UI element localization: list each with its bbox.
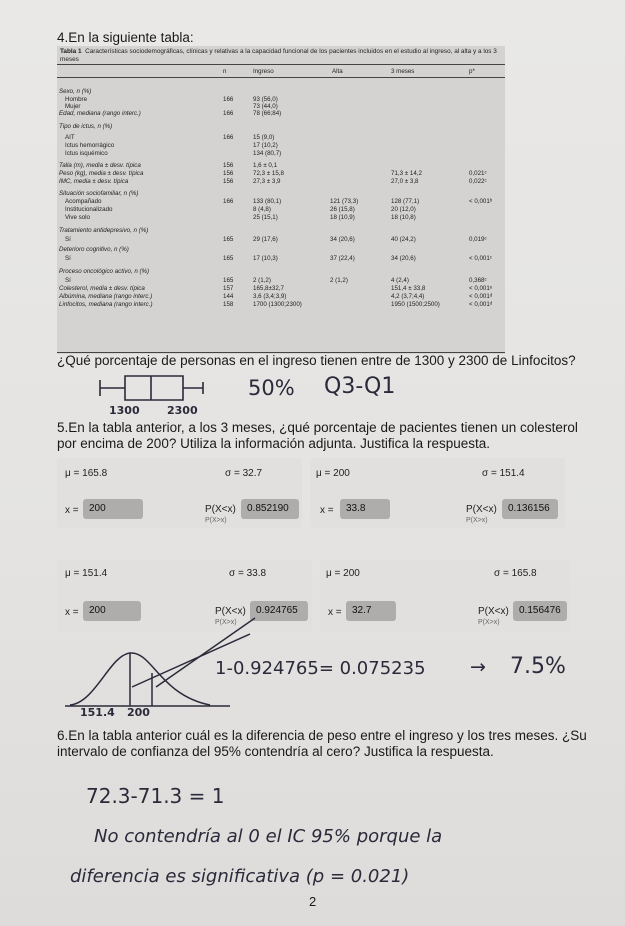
table-cell: 151,4 ± 33,8 (391, 285, 426, 292)
calc3-sigma: σ = 33.8 (229, 568, 267, 579)
table-cell: < 0,001ᵉ (469, 285, 493, 292)
table-row (57, 178, 505, 186)
th-p: p* (469, 68, 475, 75)
table-cell: 29 (17,6) (253, 236, 278, 243)
calc2-sigma: σ = 151.4 (482, 468, 525, 479)
table-cell: AIT (65, 134, 75, 141)
table-cell: 165 (223, 277, 234, 284)
table-cell: 165,8±32,7 (253, 285, 284, 292)
table-row (57, 123, 505, 131)
table-cell: 0,022ᶜ (469, 178, 487, 185)
table-cell: 18 (10,8) (391, 214, 416, 221)
th-n: n (223, 68, 227, 75)
table-cell: Vive solo (65, 214, 90, 221)
table-caption-text: Características sociodemográficas, clínicas y relativas a la capacidad funcional de los pacientes incluidos en el estudio al ingreso, al alta y a los 3 meses (60, 48, 497, 63)
table-row (57, 198, 505, 206)
calc2-x-input[interactable]: 33.8 (340, 499, 390, 519)
table-cell: Hombre (65, 96, 88, 103)
table-cell: Ictus isquémico (65, 150, 108, 157)
table-caption-label: Tabla 1 (60, 48, 82, 55)
table-cell: 73 (44,0) (253, 103, 278, 110)
table-row (57, 162, 505, 170)
table-cell: 4 (2,4) (391, 277, 409, 284)
q4-question: ¿Qué porcentaje de personas en el ingreso tienen entre de 1300 y 2300 de Linfocitos? (57, 353, 576, 368)
table-row (57, 227, 505, 235)
calc1-p-greater[interactable]: P(X>x) (205, 517, 227, 524)
table-cell: Sí (65, 255, 71, 262)
calc1-x-label: x = (65, 505, 79, 516)
table-cell: Albúmina, mediana (rango interc.) (59, 293, 153, 300)
calc1-p-output: 0.852190 (241, 499, 299, 519)
table-cell: 165 (223, 236, 234, 243)
table-row (57, 206, 505, 214)
calc3-x-input[interactable]: 200 (83, 601, 141, 621)
table-cell: 40 (24,2) (391, 236, 416, 243)
calc2-mu: μ = 200 (316, 468, 350, 479)
table-row (57, 255, 505, 263)
table-row (57, 110, 505, 118)
calc3-p-less[interactable]: P(X<x) (215, 606, 246, 617)
table-cell: Talla (m), media ± desv. típica (59, 162, 141, 169)
table-cell: 71,3 ± 14,2 (391, 170, 422, 177)
hw-q5-calc: 1-0.924765= 0.075235 (215, 658, 426, 679)
calc2-p-output: 0.136156 (502, 499, 558, 519)
table-cell: Sexo, n (%) (59, 88, 92, 95)
calc4-mu: μ = 200 (326, 568, 360, 579)
table-cell: 2 (1,2) (330, 277, 348, 284)
table-row (57, 88, 505, 96)
table-cell: 156 (223, 178, 234, 185)
table-row (57, 293, 505, 301)
table-cell: Tipo de ictus, n (%) (59, 123, 113, 130)
table-cell: 27,0 ± 3,8 (391, 178, 419, 185)
q6-question: 6.En la tabla anterior cuál es la diferencia de peso entre el ingreso y los tres meses. ¿Su intervalo de confianza del 95% contendría al cero? Justifica la respuesta. (57, 728, 587, 759)
table-cell: 4,2 (3,7;4,4) (391, 293, 425, 300)
hw-q1-value: 1300 (109, 404, 140, 417)
table-cell: 20 (12,0) (391, 206, 416, 213)
table-cell: Institucionalizado (65, 206, 113, 213)
table-cell: 34 (20,6) (330, 236, 355, 243)
table-row (57, 170, 505, 178)
table-cell: Tratamiento antidepresivo, n (%) (59, 227, 149, 234)
table-cell: Mujer (65, 103, 81, 110)
table-cell: 26 (15,8) (330, 206, 355, 213)
table-cell: Sí (65, 236, 71, 243)
calculator-1 (57, 458, 302, 528)
calculator-4 (320, 560, 570, 632)
calc2-p-greater[interactable]: P(X>x) (466, 517, 488, 524)
results-table (57, 46, 505, 354)
calc1-x-input[interactable]: 200 (83, 499, 143, 519)
table-row (57, 142, 505, 150)
table-cell: 134 (80,7) (253, 150, 282, 157)
table-cell: 17 (10,3) (253, 255, 278, 262)
hw-q5-result: 7.5% (510, 654, 566, 679)
table-cell: Situación sociofamiliar, n (%) (59, 190, 139, 197)
table-cell: 158 (223, 301, 234, 308)
calc4-p-greater[interactable]: P(X>x) (478, 619, 500, 626)
table-cell: 121 (73,3) (330, 198, 359, 205)
table-cell: Ictus hemorrágico (65, 142, 115, 149)
table-cell: Colesterol, media ± desv. típica (59, 285, 145, 292)
table-cell: < 0,001ᵈ (469, 301, 493, 308)
table-cell: 15 (9,0) (253, 134, 275, 141)
table-cell: 37 (22,4) (330, 255, 355, 262)
table-row (57, 134, 505, 142)
calc3-mu: μ = 151.4 (65, 568, 108, 579)
table-cell: 1950 (1500;2500) (391, 301, 440, 308)
table-caption (60, 48, 505, 63)
table-cell: 0,019ᶜ (469, 236, 487, 243)
calc2-p-less[interactable]: P(X<x) (466, 504, 497, 515)
calc4-x-input[interactable]: 32.7 (346, 601, 396, 621)
th-ingreso: Ingreso (253, 68, 274, 75)
hw-q3-value: 2300 (167, 404, 198, 417)
hw-x-label: 200 (127, 706, 150, 719)
table-cell: 156 (223, 162, 234, 169)
table-cell: Linfocitos, mediana (rango interc.) (59, 301, 153, 308)
table-cell: < 0,001ᵈ (469, 293, 493, 300)
table-row (57, 150, 505, 158)
hw-q6-line2: No contendría al 0 el IC 95% porque la (94, 826, 443, 847)
table-cell: 18 (10,9) (330, 214, 355, 221)
hw-mean-label: 151.4 (80, 706, 115, 719)
table-cell: 1700 (1300;2300) (253, 301, 302, 308)
calc4-x-label: x = (328, 607, 342, 618)
hw-q4-answer: 50% (248, 376, 295, 400)
table-cell: 166 (223, 134, 234, 141)
table-row (57, 285, 505, 293)
table-cell: 157 (223, 285, 234, 292)
table-cell: 93 (56,0) (253, 96, 278, 103)
table-cell: Deterioro cognitivo, n (%) (59, 246, 129, 253)
th-3meses: 3 meses (391, 68, 415, 75)
table-cell: 2 (1,2) (253, 277, 271, 284)
table-row (57, 246, 505, 254)
th-alta: Alta (332, 68, 343, 75)
table-cell: 166 (223, 110, 234, 117)
table-cell: 166 (223, 96, 234, 103)
hw-q4-range: Q3-Q1 (324, 374, 396, 399)
table-row (57, 236, 505, 244)
table-cell: 133 (80,1) (253, 198, 282, 205)
table-cell: < 0,001ᵇ (469, 198, 493, 205)
table-cell: Proceso oncológico activo, n (%) (59, 268, 150, 275)
table-cell: 78 (66;84) (253, 110, 282, 117)
q5-question: 5.En la tabla anterior, a los 3 meses, ¿qué porcentaje de pacientes tienen un colesterol por encima de 200? Utiliza la información adjunta. Justifica la respuesta. (57, 420, 578, 451)
table-cell: Peso (kg), media ± desv. típica (59, 170, 144, 177)
table-cell: 0,021ᶜ (469, 170, 487, 177)
table-cell: 8 (4,8) (253, 206, 271, 213)
table-cell: 128 (77,1) (391, 198, 420, 205)
table-cell: 34 (20,6) (391, 255, 416, 262)
table-cell: 0,368ᶜ (469, 277, 487, 284)
q4-title: 4.En la siguiente tabla: (57, 30, 194, 45)
table-row (57, 277, 505, 285)
table-row (57, 214, 505, 222)
calc1-p-less[interactable]: P(X<x) (205, 504, 236, 515)
page-number: 2 (309, 894, 317, 909)
table-cell: < 0,001ᶜ (469, 255, 493, 262)
boxplot-box (125, 376, 183, 400)
hw-q6-line1: 72.3-71.3 = 1 (86, 784, 225, 808)
table-row (57, 190, 505, 198)
table-cell: Edad, mediana (rango interc.) (59, 110, 141, 117)
hw-q5-arrow: → (470, 656, 486, 678)
table-header (57, 64, 505, 78)
table-cell: Sí (65, 277, 71, 284)
table-cell: 166 (223, 198, 234, 205)
calc3-x-label: x = (65, 607, 79, 618)
table-cell: 25 (15,1) (253, 214, 278, 221)
calc3-p-greater[interactable]: P(X>x) (215, 619, 237, 626)
table-cell: 27,3 ± 3,9 (253, 178, 281, 185)
calc1-mu: μ = 165.8 (65, 468, 108, 479)
calc1-sigma: σ = 32.7 (225, 468, 263, 479)
table-cell: 1,6 ± 0,1 (253, 162, 278, 169)
table-row (57, 301, 505, 309)
table-cell: IMC, media ± desv. típica (59, 178, 129, 185)
table-cell: 3,6 (3,4;3,9) (253, 293, 287, 300)
hw-q6-line3: diferencia es significativa (p = 0.021) (70, 866, 410, 887)
table-cell: 165 (223, 255, 234, 262)
calc3-p-output: 0.924765 (250, 601, 308, 621)
calc4-sigma: σ = 165.8 (494, 568, 537, 579)
calculator-2 (310, 458, 565, 528)
table-row (57, 268, 505, 276)
calc4-p-output: 0.156476 (513, 601, 567, 621)
calc4-p-less[interactable]: P(X<x) (478, 606, 509, 617)
table-cell: 144 (223, 293, 234, 300)
table-cell: 17 (10,2) (253, 142, 278, 149)
table-cell: Acompañado (65, 198, 102, 205)
table-cell: 156 (223, 170, 234, 177)
calc2-x-label: x = (320, 505, 334, 516)
table-cell: 72,3 ± 15,8 (253, 170, 284, 177)
